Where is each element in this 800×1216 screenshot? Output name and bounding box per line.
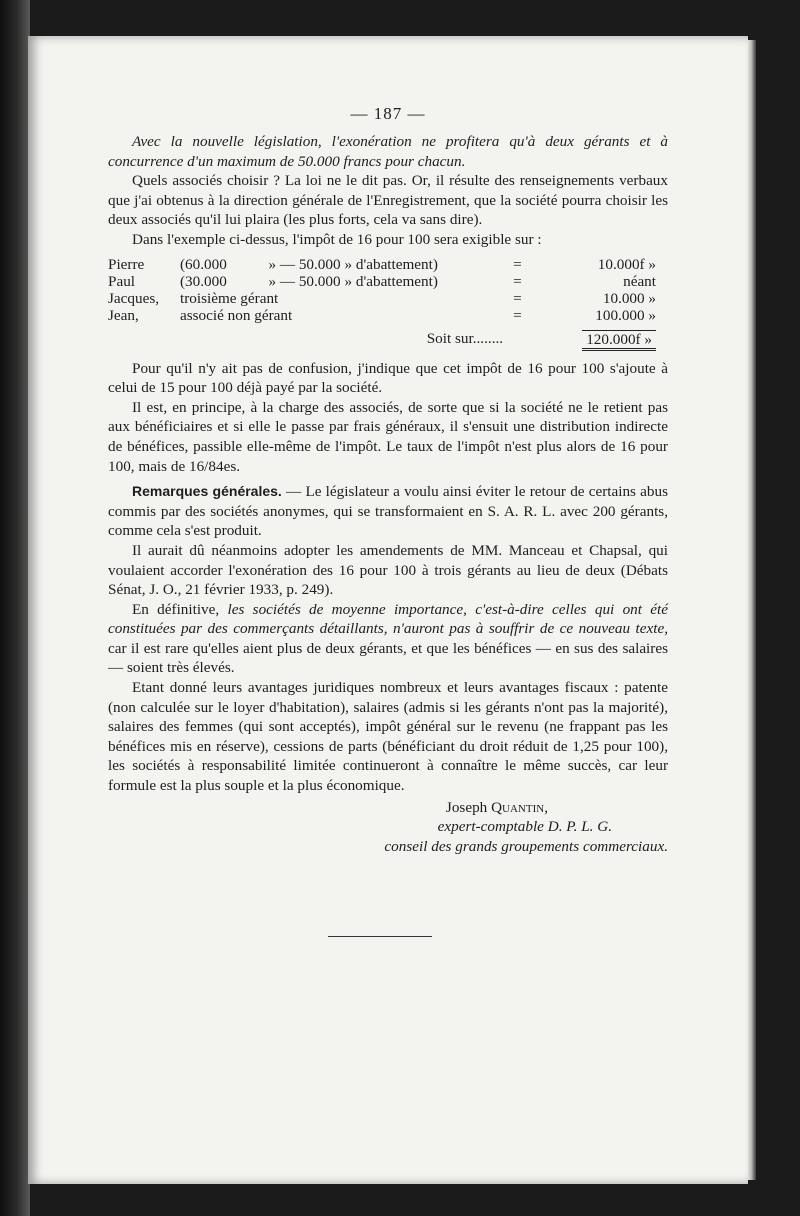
paragraph-exemple: Dans l'exemple ci-dessus, l'impôt de 16 pour 100 sera exigible sur : [132,230,542,248]
paragraph-remarques [108,482,668,541]
section-heading: Remarques générales. [132,483,282,500]
row-result: 10.000 » [602,289,656,307]
row-eq: = [513,272,522,290]
row-result: néant [623,272,656,290]
paragraph-intro: Avec la nouvelle législation, l'exonération ne profitera qu'à deux gérants et à concurrence d'un maximum de 50.000 francs pour chacun. [108,133,668,170]
paragraph-principe: Il est, en principe, à la charge des associés, de sorte que si la société ne le retient pas aux bénéficiaires et si elle le passe par frais généraux, il s'ensuit une distribution indirecte de bénéfices, passible elle-même de l'impôt. Le taux de l'impôt n'est plus alors de 16 pour 100, mais de 16/84es. [108,398,668,475]
table-sum-row [108,324,668,351]
signature-org: conseil des grands groupements commerciaux. [384,837,668,855]
page-number: — 187 — [350,104,426,123]
table-row [108,256,668,273]
paragraph-confusion: Pour qu'il n'y ait pas de confusion, j'indique que cet impôt de 16 pour 100 s'ajoute à celui de 15 pour 100 déjà payé par la société. [108,359,668,397]
signature-name [108,798,668,818]
row-result: 10.000f » [597,255,656,273]
paragraph-amendements: Il aurait dû néanmoins adopter les amendements de MM. Manceau et Chapsal, qui voulaient accorder l'exonération des 16 pour 100 à trois gérants au lieu de deux (Débats Sénat, J. O., 21 février 1933, p. 249). [108,541,668,599]
table-row [108,290,668,307]
row-sep: » — 50.000 [268,255,341,273]
sum-value: 120.000f » [582,330,656,351]
sum-label: Soit sur........ [426,329,504,347]
row-label: » d'abattement) [344,255,438,273]
row-eq: = [513,306,522,324]
row-eq: = [513,289,522,307]
row-result: 100.000 » [595,306,656,324]
row-name: Paul [108,272,136,290]
row-detail: troisième gérant [180,289,279,307]
table-row [108,273,668,290]
signature-first-name: Joseph [445,798,488,816]
paragraph-definitive-lead: En définitive, [132,600,220,618]
end-rule [328,936,432,937]
paragraph-definitive-italic: les sociétés de moyenne importance, c'est-à-dire celles qui ont été constituées par des commerçants détaillants, n'auront pas à souffrir de ce nouveau texte, [108,600,668,638]
document-page [28,36,748,1184]
signature-last-name: Quantin, [491,798,548,816]
row-name: Jean, [108,306,139,324]
signature-title: expert-comptable D. P. L. G. [437,818,612,836]
book-binding [0,0,30,1216]
row-eq: = [513,255,522,273]
paragraph-associes: Quels associés choisir ? La loi ne le dit pas. Or, il résulte des renseignements verbaux que j'ai obtenus à la direction générale de l'Enregistrement, que la société pourra choisir les deux associés qu'il lui plaira (les plus forts, cela va sans dire). [108,172,668,229]
paragraph-definitive-rest: car il est rare qu'elles aient plus de deux gérants, et que les bénéfices — en sus des salaires — soient très élevés. [108,639,668,677]
body-text [108,132,668,856]
row-detail: (60.000 [180,255,227,273]
signature-block [108,798,668,857]
table-row [108,307,668,324]
row-sep: » — 50.000 [268,272,341,290]
row-name: Pierre [108,255,145,273]
row-label: » d'abattement) [344,272,438,290]
tax-table [108,256,668,351]
paragraph-avantages: Etant donné leurs avantages juridiques nombreux et leurs avantages fiscaux : patente (non calculée sur le loyer d'habitation), salaires (admis si les gérants n'ont pas la majorité), salaires des femmes (qui sont acceptés), impôt général sur le revenu (ne frappant pas les bénéfices mis en réserve), cessions de parts (bénéficiant du droit réduit de 1,25 pour 100), les sociétés à responsabilité limitée continueront à connaître le même succès, car leur formule est la plus souple et la plus économique. [108,679,668,795]
paragraph-remarques-text: — Le législateur a voulu ainsi éviter le retour de certains abus commis par des sociétés anonymes, qui se transformaient en S. A. R. L. avec 200 gérants, comme cela s'est produit. [108,483,669,540]
paragraph-definitive [108,600,668,678]
row-detail: associé non gérant [180,306,293,324]
row-name: Jacques, [108,289,160,307]
row-detail: (30.000 [180,272,227,290]
